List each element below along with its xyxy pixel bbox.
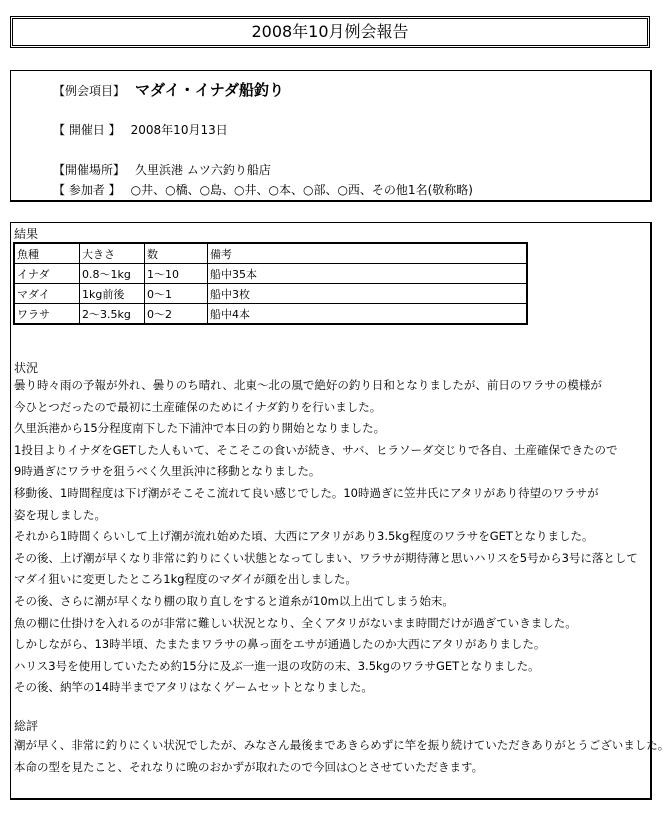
- situation-line: その後、納竿の14時半までアタリはなくゲームセットとなりました。: [14, 680, 373, 695]
- report-title: 2008年10月例会報告: [10, 16, 650, 48]
- project-label: 【例会項目】: [53, 84, 126, 98]
- situation-line: 9時過ぎにワラサを狙うべく久里浜沖に移動となりました。: [14, 464, 321, 479]
- info-row-place: [53, 161, 271, 178]
- situation-line: 曇り時々雨の予報が外れ、曇りのち晴れ、北東～北の風で絶好の釣り日和となりましたが、前日のワラサの模様が: [14, 378, 602, 392]
- cell-size: 1kg前後: [80, 284, 145, 304]
- participants-value: ○井、○橋、○島、○井、○本、○部、○西、その他1名(敬称略): [130, 183, 473, 197]
- situation-line: 今ひとつだったので最初に土産確保のためにイナダ釣りを行いました。: [14, 399, 382, 414]
- table-row: [14, 284, 527, 304]
- cell-notes: 船中4本: [208, 304, 528, 325]
- cell-size: 2～3.5kg: [80, 304, 145, 325]
- place-label: 【開催場所】: [53, 163, 126, 177]
- cell-count: 0～1: [145, 284, 208, 304]
- cell-count: 1～10: [145, 264, 208, 284]
- situation-line: その後、上げ潮が早くなり非常に釣りにくい状態となってしまい、ワラサが期待薄と思いハリスを5号から3号に落として: [14, 550, 638, 565]
- header-notes: 備考: [208, 243, 528, 264]
- results-table: [13, 242, 528, 325]
- cell-notes: 船中3枚: [208, 284, 528, 304]
- cell-notes: 船中35本: [208, 264, 528, 284]
- header-species: 魚種: [14, 243, 80, 264]
- cell-size: 0.8～1kg: [80, 264, 145, 284]
- info-row-date: [53, 121, 228, 138]
- table-row: [14, 264, 527, 284]
- participants-label: 【 参加者 】: [53, 183, 121, 197]
- situation-line: 移動後、1時間程度は下げ潮がそこそこ流れて良い感じでした。10時過ぎに笠井氏にアタリがあり待望のワラサが: [14, 485, 599, 500]
- situation-line: ハリス3号を使用していたため約15分に及ぶ一進一退の攻防の末、3.5kgのワラサGETとなりました。: [14, 658, 540, 673]
- header-size: 大きさ: [80, 243, 145, 264]
- summary-text: [14, 735, 669, 778]
- situation-line: その後、さらに潮が早くなり棚の取り直しをすると道糸が10m以上出てしまう始末。: [14, 593, 454, 608]
- situation-line: 1投目よりイナダをGETした人もいて、そこそこの食いが続き、サバ、ヒラソーダ交じりで各自、土産確保できたので: [14, 442, 618, 457]
- cell-count: 0～2: [145, 304, 208, 325]
- report-body: [10, 222, 670, 800]
- table-row: [14, 304, 527, 325]
- summary-title: 総評: [14, 719, 39, 733]
- summary-line: 潮が早く、非常に釣りにくい状況でしたが、みなさん最後まであきらめずに竿を振り続けていただきありがとうございました。: [14, 738, 670, 752]
- situation-text: [14, 375, 638, 699]
- info-box: [10, 70, 652, 202]
- info-row-project: [53, 79, 284, 100]
- table-header-row: [14, 243, 527, 264]
- situation-title: 状況: [14, 361, 39, 375]
- info-row-participants: [53, 181, 473, 198]
- header-count: 数: [145, 243, 208, 264]
- cell-species: ワラサ: [14, 304, 80, 325]
- date-label: 【 開催日 】: [53, 123, 121, 137]
- cell-species: マダイ: [14, 284, 80, 304]
- situation-line: 久里浜港から15分程度南下した下浦沖で本日の釣り開始となりました。: [14, 421, 386, 436]
- cell-species: イナダ: [14, 264, 80, 284]
- summary-line: 本命の型を見たこと、それなりに晩のおかずが取れたので今回は○とさせていただきます。: [14, 759, 484, 774]
- situation-line: 魚の棚に仕掛けを入れるのが非常に難しい状況となり、全くアタリがないまま時間だけが過ぎていきました。: [14, 615, 577, 630]
- date-value: 2008年10月13日: [130, 123, 228, 137]
- situation-line: それから1時間くらいして上げ潮が流れ始めた頃、大西にアタリがあり3.5kg程度のワラサをGETとなりました。: [14, 529, 594, 544]
- situation-line: しかしながら、13時半頃、たまたまワラサの鼻っ面をエサが通過したのか大西にアタリがありました。: [14, 637, 546, 652]
- project-value: マダイ・イナダ船釣り: [135, 81, 284, 99]
- situation-line: 姿を現しました。: [14, 507, 106, 522]
- situation-line: マダイ狙いに変更したところ1kg程度のマダイが顔を出しました。: [14, 572, 357, 587]
- results-title: 結果: [14, 227, 39, 241]
- place-value: 久里浜港 ムツ六釣り船店: [135, 163, 271, 177]
